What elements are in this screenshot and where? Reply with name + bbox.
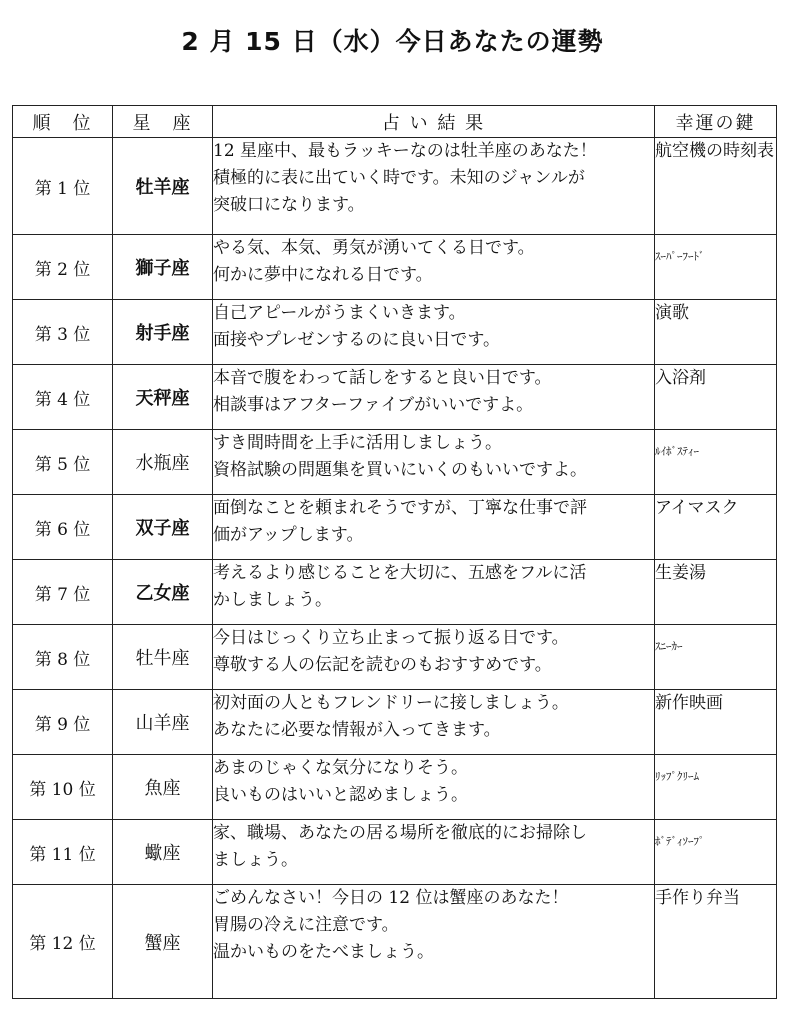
lucky-key-cell: ｽﾆｰｶｰ [655,625,777,690]
rank-cell: 第 1 位 [13,138,113,235]
fortune-result-line: 考えるより感じることを大切に、五感をフルに活 [213,563,587,583]
lucky-key-cell: ﾘｯﾌﾟｸﾘｰﾑ [655,755,777,820]
fortune-result-line: 何かに夢中になれる日です。 [213,265,433,285]
zodiac-sign-cell: 双子座 [113,495,213,560]
page-title: 2 月 15 日（水）今日あなたの運勢 [181,27,604,56]
fortune-table [12,105,777,999]
table-row [13,625,777,690]
rank-cell: 第 7 位 [13,560,113,625]
fortune-result-cell [213,560,655,625]
zodiac-sign-cell: 水瓶座 [113,430,213,495]
fortune-result-line: かしましょう。 [213,590,332,610]
header-sign: 星 座 [113,106,213,138]
fortune-result-line: すき間時間を上手に活用しましょう。 [213,433,502,453]
lucky-key-cell: ｽｰﾊﾟｰﾌｰﾄﾞ [655,235,777,300]
fortune-result-line: 温かいものをたべましょう。 [213,942,434,962]
fortune-result-cell [213,138,655,235]
zodiac-sign-cell: 牡牛座 [113,625,213,690]
fortune-result-line: 本音で腹をわって話しをすると良い日です。 [213,368,552,388]
fortune-result-line: 尊敬する人の伝記を読むのもおすすめです。 [213,655,552,675]
fortune-result-line: 12 星座中、最もラッキーなのは牡羊座のあなた！ [213,141,597,161]
fortune-result-cell [213,300,655,365]
header-key: 幸運の鍵 [655,106,777,138]
lucky-key-cell: 生姜湯 [655,560,777,625]
zodiac-sign-cell: 射手座 [113,300,213,365]
rank-cell: 第 6 位 [13,495,113,560]
fortune-result-line: あまのじゃくな気分になりそう。 [213,758,468,778]
zodiac-sign-cell: 獅子座 [113,235,213,300]
lucky-key-cell: アイマスク [655,495,777,560]
zodiac-sign-cell: 天秤座 [113,365,213,430]
table-row [13,300,777,365]
lucky-key-cell: 航空機の時刻表 [655,138,777,235]
zodiac-sign-cell: 牡羊座 [113,138,213,235]
table-row [13,755,777,820]
rank-cell: 第 11 位 [13,820,113,885]
fortune-result-cell [213,235,655,300]
fortune-result-line: 今日はじっくり立ち止まって振り返る日です。 [213,628,569,648]
fortune-result-line: 自己アピールがうまくいきます。 [213,303,466,323]
header-rank: 順 位 [13,106,113,138]
rank-cell: 第 2 位 [13,235,113,300]
rank-cell: 第 12 位 [13,885,113,999]
lucky-key-cell: 演歌 [655,300,777,365]
fortune-result-cell [213,365,655,430]
zodiac-sign-cell: 乙女座 [113,560,213,625]
fortune-result-cell [213,885,655,999]
fortune-result-line: 面接やプレゼンするのに良い日です。 [213,330,500,350]
table-row [13,430,777,495]
fortune-result-line: 突破口になります。 [213,195,365,215]
fortune-result-cell [213,690,655,755]
lucky-key-cell: ﾙｲﾎﾞｽﾃｨｰ [655,430,777,495]
fortune-result-line: 初対面の人ともフレンドリーに接しましょう。 [213,693,569,713]
fortune-result-cell [213,430,655,495]
zodiac-sign-cell: 魚座 [113,755,213,820]
rank-cell: 第 5 位 [13,430,113,495]
fortune-result-line: ごめんなさい！今日の 12 位は蟹座のあなた！ [213,888,569,908]
fortune-result-line: 積極的に表に出ていく時です。未知のジャンルが [213,168,585,188]
zodiac-sign-cell: 蠍座 [113,820,213,885]
fortune-result-line: 資格試験の問題集を買いにいくのもいいですよ。 [213,460,587,480]
header-result: 占 い 結 果 [213,106,655,138]
table-row [13,138,777,235]
fortune-result-line: やる気、本気、勇気が湧いてくる日です。 [213,238,535,258]
table-body [13,138,777,999]
fortune-result-cell [213,495,655,560]
fortune-result-cell [213,625,655,690]
table-row [13,235,777,300]
lucky-key-cell: ﾎﾞﾃﾞｨｿｰﾌﾟ [655,820,777,885]
fortune-result-line: 家、職場、あなたの居る場所を徹底的にお掃除し [213,823,587,843]
fortune-result-line: あなたに必要な情報が入ってきます。 [213,720,501,740]
rank-cell: 第 9 位 [13,690,113,755]
fortune-result-line: ましょう。 [213,850,298,870]
table-row [13,365,777,430]
zodiac-sign-cell: 山羊座 [113,690,213,755]
table-header-row [13,106,777,138]
table-row [13,885,777,999]
fortune-result-line: 良いものはいいと認めましょう。 [213,785,468,805]
rank-cell: 第 10 位 [13,755,113,820]
fortune-result-line: 胃腸の冷えに注意です。 [213,915,399,935]
zodiac-sign-cell: 蟹座 [113,885,213,999]
fortune-result-line: 相談事はアフターファイブがいいですよ。 [213,395,534,415]
table-row [13,690,777,755]
rank-cell: 第 4 位 [13,365,113,430]
table-row [13,495,777,560]
lucky-key-cell: 入浴剤 [655,365,777,430]
table-row [13,560,777,625]
table-row [13,820,777,885]
lucky-key-cell: 新作映画 [655,690,777,755]
fortune-result-cell [213,820,655,885]
fortune-result-line: 面倒なことを頼まれそうですが、丁寧な仕事で評 [213,498,587,518]
rank-cell: 第 3 位 [13,300,113,365]
lucky-key-cell: 手作り弁当 [655,885,777,999]
fortune-result-line: 価がアップします。 [213,525,364,545]
rank-cell: 第 8 位 [13,625,113,690]
fortune-result-cell [213,755,655,820]
